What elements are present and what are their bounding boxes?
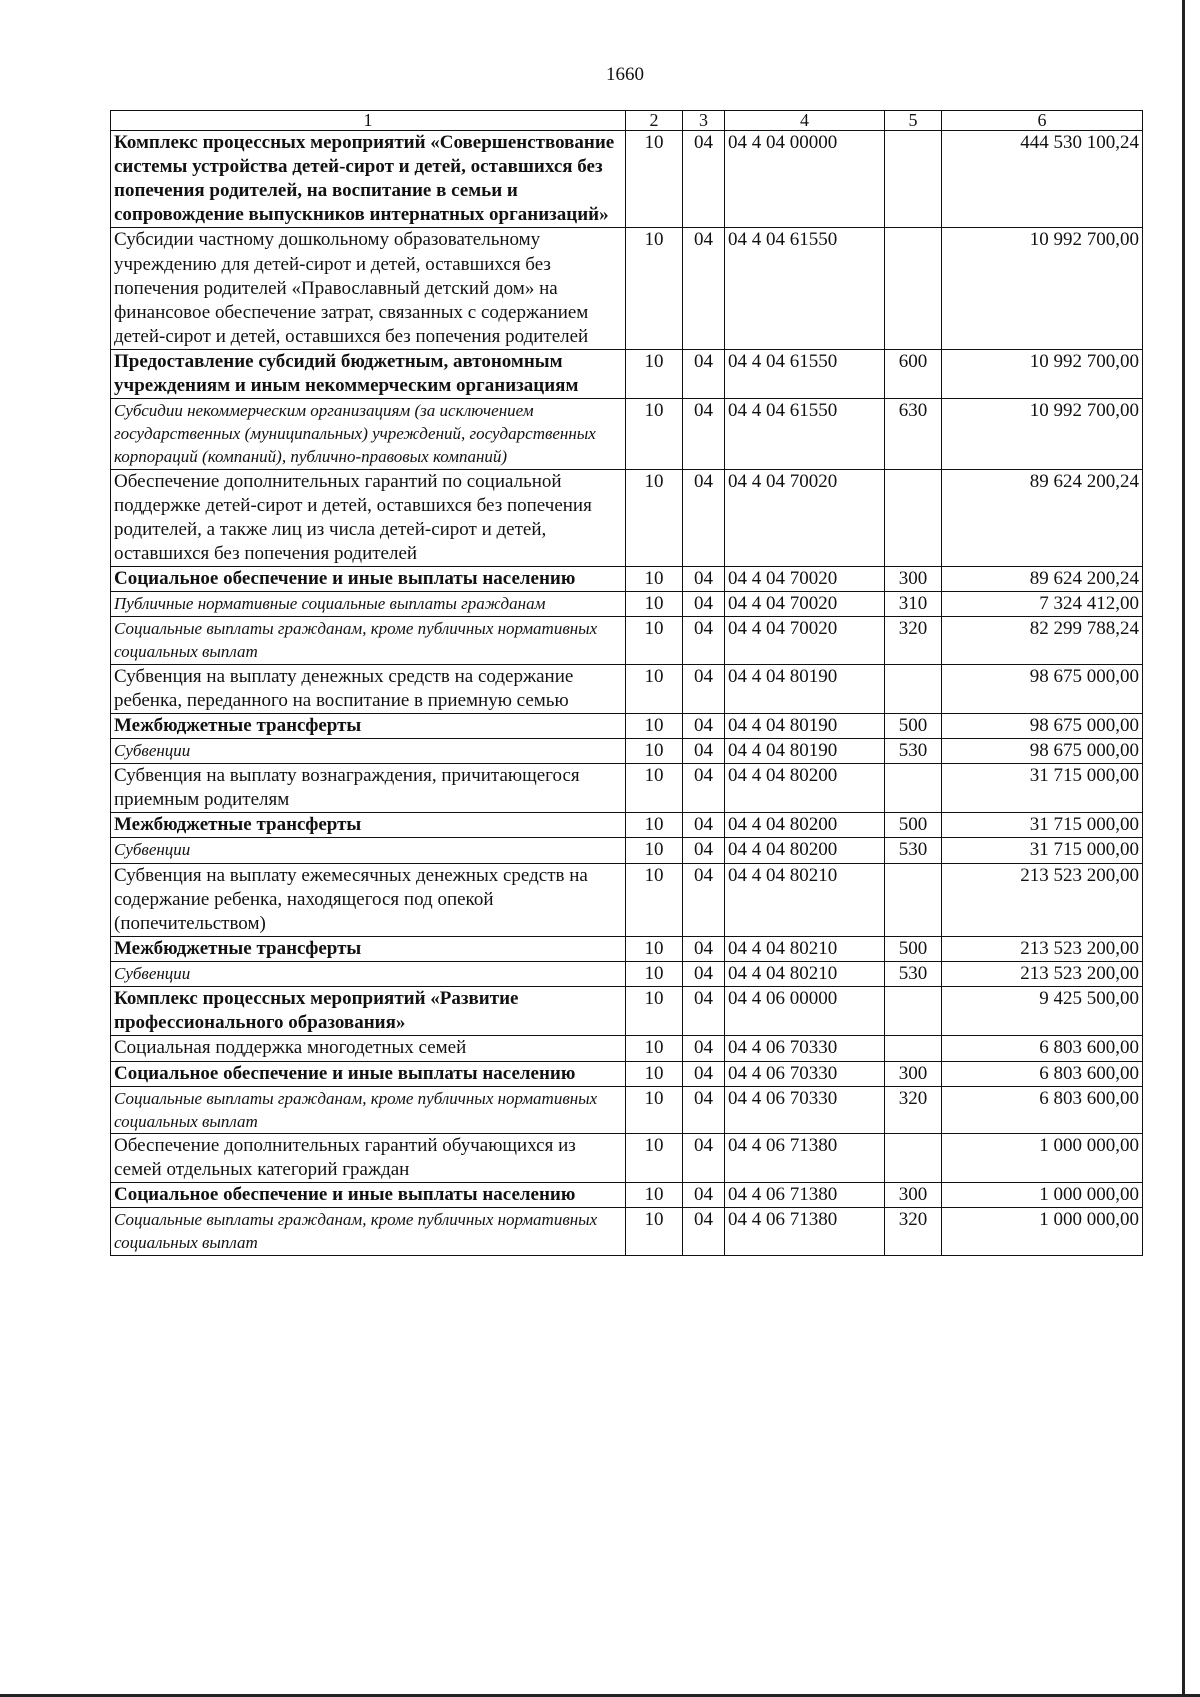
section-code-cell: 10 [626,592,683,617]
item-name-cell: Социальные выплаты гражданам, кроме публичных нормативных социальных выплат [111,617,626,664]
expense-type-cell: 530 [885,838,942,863]
expense-type-cell: 320 [885,1086,942,1133]
column-number-row [111,111,1143,131]
amount-cell: 9 425 500,00 [942,987,1143,1036]
expense-type-cell [885,130,942,228]
table-row [111,228,1143,350]
column-header-5: 5 [885,111,942,131]
amount-cell: 82 299 788,24 [942,617,1143,664]
table-row [111,617,1143,664]
amount-cell: 1 000 000,00 [942,1183,1143,1208]
amount-cell: 98 675 000,00 [942,738,1143,763]
subsection-code-cell: 04 [683,664,725,713]
table-row [111,399,1143,469]
expense-type-cell: 500 [885,936,942,961]
amount-cell: 213 523 200,00 [942,962,1143,987]
subsection-code-cell: 04 [683,617,725,664]
section-code-cell: 10 [626,987,683,1036]
column-header-6: 6 [942,111,1143,131]
item-name-cell: Публичные нормативные социальные выплаты гражданам [111,592,626,617]
section-code-cell: 10 [626,1208,683,1255]
section-code-cell: 10 [626,1036,683,1061]
subsection-code-cell: 04 [683,838,725,863]
column-header-1: 1 [111,111,626,131]
expense-type-cell: 500 [885,713,942,738]
subsection-code-cell: 04 [683,987,725,1036]
subsection-code-cell: 04 [683,1133,725,1182]
section-code-cell: 10 [626,130,683,228]
item-name-cell: Предоставление субсидий бюджетным, автономным учреждениям и иным некоммерческим организациям [111,350,626,399]
subsection-code-cell: 04 [683,813,725,838]
expense-type-cell: 530 [885,962,942,987]
target-article-cell: 04 4 06 71380 [725,1183,885,1208]
item-name-cell: Субсидии частному дошкольному образовательному учреждению для детей-сирот и детей, оставшихся без попечения родителей «Православный детский дом» на финансовое обеспечение затрат, связанных с содержанием детей-сирот и детей, оставшихся без попечения родителей [111,228,626,350]
section-code-cell: 10 [626,1061,683,1086]
table-row [111,1061,1143,1086]
target-article-cell: 04 4 06 71380 [725,1208,885,1255]
target-article-cell: 04 4 04 80210 [725,962,885,987]
item-name-cell: Обеспечение дополнительных гарантий по социальной поддержке детей-сирот и детей, оставшихся без попечения родителей, а также лиц из числа детей-сирот и детей, оставшихся без попечения родителей [111,469,626,567]
table-row [111,936,1143,961]
amount-cell: 6 803 600,00 [942,1036,1143,1061]
target-article-cell: 04 4 04 80210 [725,936,885,961]
target-article-cell: 04 4 04 80190 [725,713,885,738]
item-name-cell: Субвенции [111,838,626,863]
subsection-code-cell: 04 [683,567,725,592]
table-row [111,1036,1143,1061]
table-row [111,987,1143,1036]
amount-cell: 6 803 600,00 [942,1061,1143,1086]
table-row [111,1086,1143,1133]
expense-type-cell: 600 [885,350,942,399]
amount-cell: 213 523 200,00 [942,863,1143,936]
column-header-2: 2 [626,111,683,131]
target-article-cell: 04 4 04 61550 [725,399,885,469]
subsection-code-cell: 04 [683,863,725,936]
amount-cell: 31 715 000,00 [942,813,1143,838]
item-name-cell: Субвенции [111,738,626,763]
subsection-code-cell: 04 [683,469,725,567]
table-row [111,1133,1143,1182]
table-row [111,962,1143,987]
target-article-cell: 04 4 06 71380 [725,1133,885,1182]
amount-cell: 98 675 000,00 [942,713,1143,738]
expense-type-cell: 530 [885,738,942,763]
target-article-cell: 04 4 04 70020 [725,469,885,567]
section-code-cell: 10 [626,962,683,987]
subsection-code-cell: 04 [683,713,725,738]
amount-cell: 10 992 700,00 [942,228,1143,350]
amount-cell: 89 624 200,24 [942,469,1143,567]
item-name-cell: Субвенции [111,962,626,987]
table-row [111,567,1143,592]
target-article-cell: 04 4 04 80200 [725,813,885,838]
amount-cell: 6 803 600,00 [942,1086,1143,1133]
expense-type-cell [885,664,942,713]
column-header-3: 3 [683,111,725,131]
table-row [111,764,1143,813]
item-name-cell: Субвенция на выплату денежных средств на содержание ребенка, переданного на воспитание в приемную семью [111,664,626,713]
amount-cell: 10 992 700,00 [942,350,1143,399]
expense-type-cell: 320 [885,1208,942,1255]
item-name-cell: Социальное обеспечение и иные выплаты населению [111,1061,626,1086]
section-code-cell: 10 [626,664,683,713]
section-code-cell: 10 [626,764,683,813]
subsection-code-cell: 04 [683,738,725,763]
amount-cell: 31 715 000,00 [942,764,1143,813]
item-name-cell: Комплекс процессных мероприятий «Развитие профессионального образования» [111,987,626,1036]
expense-type-cell [885,863,942,936]
amount-cell: 1 000 000,00 [942,1133,1143,1182]
target-article-cell: 04 4 06 70330 [725,1036,885,1061]
subsection-code-cell: 04 [683,228,725,350]
section-code-cell: 10 [626,738,683,763]
subsection-code-cell: 04 [683,764,725,813]
table-row [111,738,1143,763]
section-code-cell: 10 [626,813,683,838]
amount-cell: 7 324 412,00 [942,592,1143,617]
section-code-cell: 10 [626,567,683,592]
target-article-cell: 04 4 04 70020 [725,617,885,664]
item-name-cell: Межбюджетные трансферты [111,813,626,838]
target-article-cell: 04 4 04 00000 [725,130,885,228]
section-code-cell: 10 [626,936,683,961]
budget-table [110,110,1143,1256]
item-name-cell: Социальные выплаты гражданам, кроме публичных нормативных социальных выплат [111,1208,626,1255]
item-name-cell: Социальное обеспечение и иные выплаты населению [111,1183,626,1208]
expense-type-cell [885,228,942,350]
subsection-code-cell: 04 [683,1061,725,1086]
subsection-code-cell: 04 [683,1086,725,1133]
target-article-cell: 04 4 06 70330 [725,1086,885,1133]
item-name-cell: Субсидии некоммерческим организациям (за исключением государственных (муниципальных) учреждений, государственных корпораций (компаний), публично-правовых компаний) [111,399,626,469]
expense-type-cell: 300 [885,1061,942,1086]
item-name-cell: Обеспечение дополнительных гарантий обучающихся из семей отдельных категорий граждан [111,1133,626,1182]
scan-edge-line [1182,0,1185,1697]
subsection-code-cell: 04 [683,130,725,228]
expense-type-cell: 320 [885,617,942,664]
target-article-cell: 04 4 04 61550 [725,350,885,399]
page-number: 1660 [606,64,644,85]
section-code-cell: 10 [626,863,683,936]
section-code-cell: 10 [626,399,683,469]
subsection-code-cell: 04 [683,1183,725,1208]
expense-type-cell [885,1036,942,1061]
table-row [111,813,1143,838]
item-name-cell: Субвенция на выплату ежемесячных денежных средств на содержание ребенка, находящегося под опекой (попечительством) [111,863,626,936]
target-article-cell: 04 4 04 61550 [725,228,885,350]
subsection-code-cell: 04 [683,1208,725,1255]
section-code-cell: 10 [626,1133,683,1182]
target-article-cell: 04 4 04 80190 [725,738,885,763]
target-article-cell: 04 4 04 70020 [725,567,885,592]
amount-cell: 213 523 200,00 [942,936,1143,961]
section-code-cell: 10 [626,1183,683,1208]
subsection-code-cell: 04 [683,962,725,987]
table-row [111,664,1143,713]
amount-cell: 31 715 000,00 [942,838,1143,863]
table-row [111,838,1143,863]
target-article-cell: 04 4 04 80200 [725,764,885,813]
target-article-cell: 04 4 06 70330 [725,1061,885,1086]
section-code-cell: 10 [626,350,683,399]
section-code-cell: 10 [626,838,683,863]
item-name-cell: Социальные выплаты гражданам, кроме публичных нормативных социальных выплат [111,1086,626,1133]
subsection-code-cell: 04 [683,399,725,469]
expense-type-cell [885,1133,942,1182]
subsection-code-cell: 04 [683,936,725,961]
column-header-4: 4 [725,111,885,131]
table-row [111,592,1143,617]
section-code-cell: 10 [626,228,683,350]
expense-type-cell [885,987,942,1036]
section-code-cell: 10 [626,617,683,664]
table-row [111,1208,1143,1255]
expense-type-cell: 300 [885,1183,942,1208]
table-row [111,469,1143,567]
amount-cell: 10 992 700,00 [942,399,1143,469]
table-row [111,863,1143,936]
amount-cell: 98 675 000,00 [942,664,1143,713]
amount-cell: 89 624 200,24 [942,567,1143,592]
subsection-code-cell: 04 [683,592,725,617]
target-article-cell: 04 4 04 80210 [725,863,885,936]
item-name-cell: Субвенция на выплату вознаграждения, причитающегося приемным родителям [111,764,626,813]
item-name-cell: Социальная поддержка многодетных семей [111,1036,626,1061]
section-code-cell: 10 [626,713,683,738]
expense-type-cell: 630 [885,399,942,469]
amount-cell: 1 000 000,00 [942,1208,1143,1255]
section-code-cell: 10 [626,1086,683,1133]
table-row [111,1183,1143,1208]
subsection-code-cell: 04 [683,350,725,399]
section-code-cell: 10 [626,469,683,567]
item-name-cell: Межбюджетные трансферты [111,713,626,738]
target-article-cell: 04 4 06 00000 [725,987,885,1036]
item-name-cell: Межбюджетные трансферты [111,936,626,961]
table-row [111,713,1143,738]
expense-type-cell: 300 [885,567,942,592]
table-row [111,350,1143,399]
target-article-cell: 04 4 04 70020 [725,592,885,617]
expense-type-cell [885,469,942,567]
target-article-cell: 04 4 04 80190 [725,664,885,713]
item-name-cell: Комплекс процессных мероприятий «Совершенствование системы устройства детей-сирот и детей, оставшихся без попечения родителей, на воспитание в семьи и сопровождение выпускников интернатных организаций» [111,130,626,228]
expense-type-cell: 500 [885,813,942,838]
subsection-code-cell: 04 [683,1036,725,1061]
budget-table-body [111,111,1143,1256]
target-article-cell: 04 4 04 80200 [725,838,885,863]
amount-cell: 444 530 100,24 [942,130,1143,228]
table-row [111,130,1143,228]
item-name-cell: Социальное обеспечение и иные выплаты населению [111,567,626,592]
expense-type-cell: 310 [885,592,942,617]
expense-type-cell [885,764,942,813]
